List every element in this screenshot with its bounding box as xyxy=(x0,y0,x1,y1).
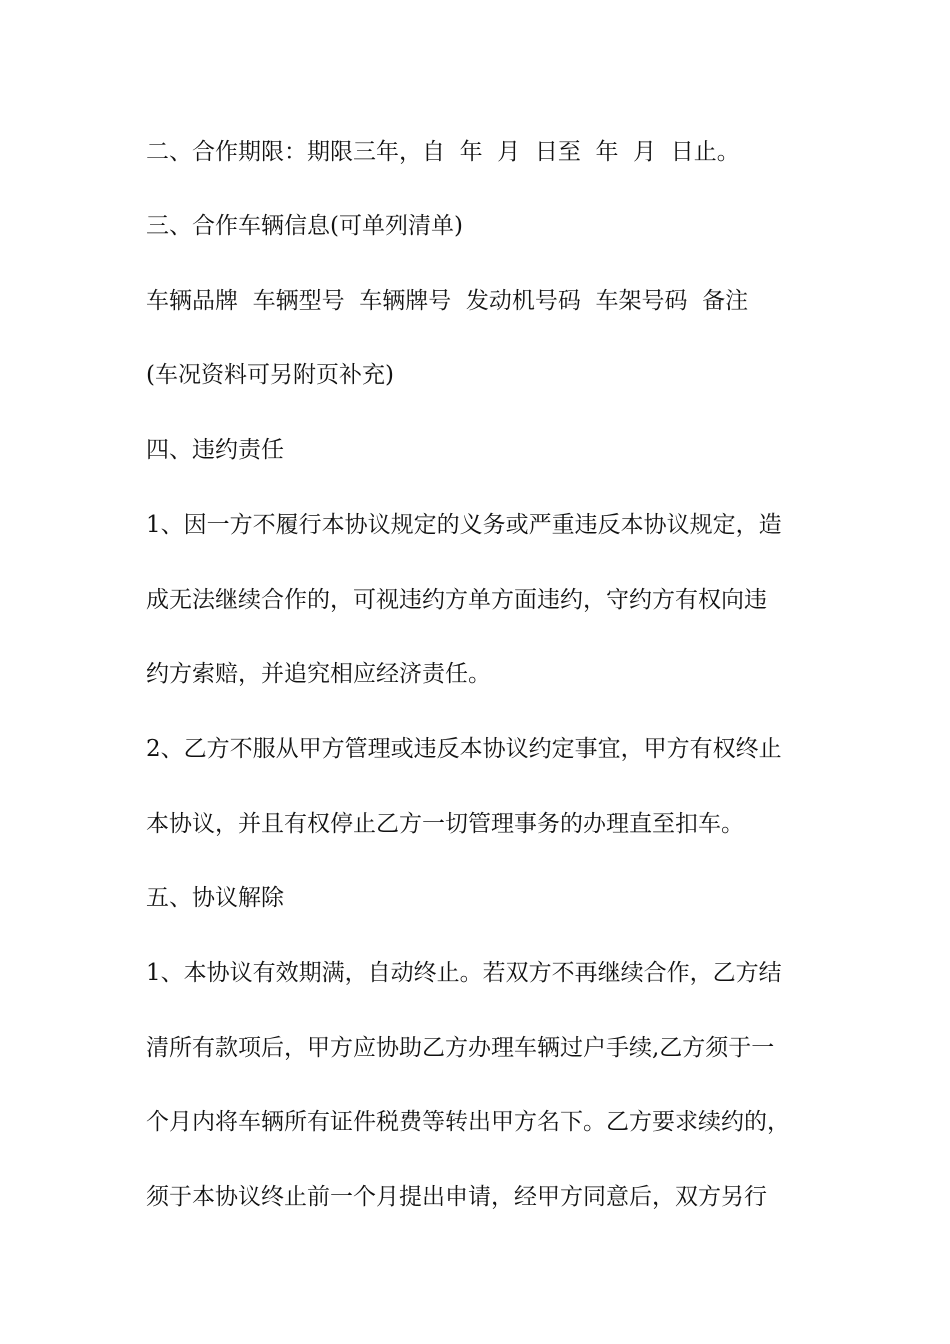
clause-3-heading-vehicle-info: 三、合作车辆信息(可单列清单) xyxy=(146,213,463,239)
clause-4-2-line-1: 2、乙方不服从甲方管理或违反本协议约定事宜，甲方有权终止 xyxy=(146,736,782,762)
clause-4-heading-liability: 四、违约责任 xyxy=(146,437,284,463)
clause-5-1-line-3: 个月内将车辆所有证件税费等转出甲方名下。乙方要求续约的， xyxy=(146,1109,790,1135)
clause-5-1-line-1: 1、本协议有效期满，自动终止。若双方不再继续合作，乙方结 xyxy=(146,960,782,986)
clause-4-1-line-3: 约方索赔，并追究相应经济责任。 xyxy=(146,661,491,687)
clause-4-1-line-2: 成无法继续合作的，可视违约方单方面违约，守约方有权向违 xyxy=(146,587,767,613)
clause-2-cooperation-term: 二、合作期限：期限三年，自 年 月 日至 年 月 日止。 xyxy=(146,139,740,165)
clause-5-heading-termination: 五、协议解除 xyxy=(146,885,284,911)
vehicle-info-note: (车况资料可另附页补充) xyxy=(146,362,394,388)
clause-5-1-line-4: 须于本协议终止前一个月提出申请，经甲方同意后，双方另行 xyxy=(146,1184,767,1210)
clause-4-2-line-2: 本协议，并且有权停止乙方一切管理事务的办理直至扣车。 xyxy=(146,811,744,837)
clause-4-1-line-1: 1、因一方不履行本协议规定的义务或严重违反本协议规定，造 xyxy=(146,512,782,538)
vehicle-info-columns: 车辆品牌 车辆型号 车辆牌号 发动机号码 车架号码 备注 xyxy=(146,288,749,314)
clause-5-1-line-2: 清所有款项后，甲方应协助乙方办理车辆过户手续,乙方须于一 xyxy=(146,1035,775,1061)
